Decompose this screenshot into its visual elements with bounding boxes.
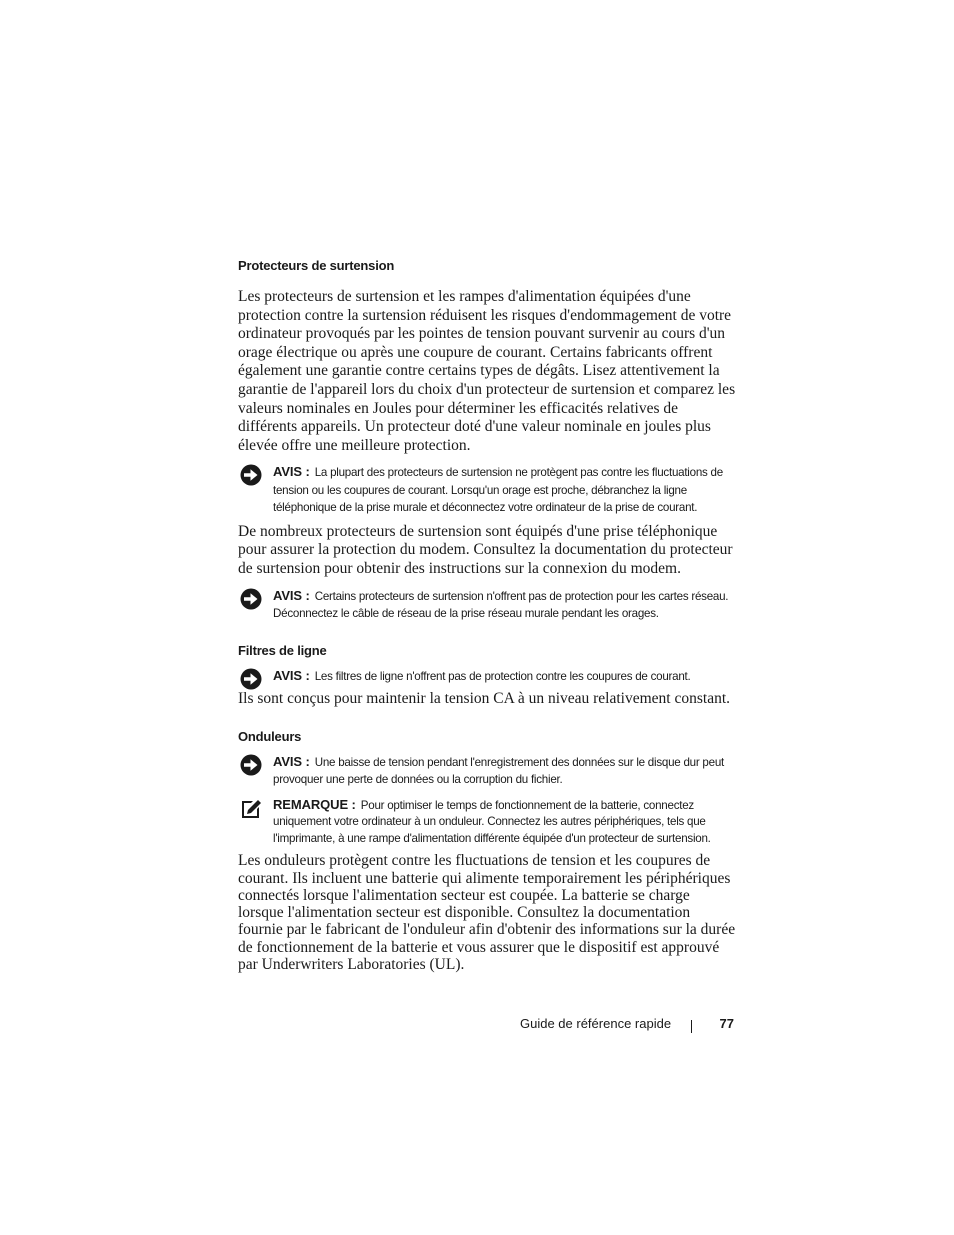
note-box xyxy=(238,797,738,848)
notice-text: Une baisse de tension pendant l'enregistrement des données sur le disque dur peut provoquer une perte de données ou la corruption du fichier. xyxy=(273,755,724,787)
note-label: REMARQUE : xyxy=(273,796,356,812)
notice-arrow-icon xyxy=(240,668,262,690)
note-text: Pour optimiser le temps de fonctionnement de la batterie, connectez uniquement votre ordinateur à un onduleur. Connectez les autres périphériques, tels que l'imprimante, à une rampe d'alimentation différente équipée d'un protecteur de surtension. xyxy=(273,798,711,845)
notice-box xyxy=(238,587,738,623)
notice-arrow-icon xyxy=(240,588,262,610)
section-heading-ups: Onduleurs xyxy=(238,728,302,744)
notice-label: AVIS : xyxy=(273,667,310,683)
notice-label: AVIS : xyxy=(273,464,310,480)
page-number: 77 xyxy=(719,1016,734,1031)
body-paragraph: Ils sont conçus pour maintenir la tension CA à un niveau relativement constant. xyxy=(238,690,731,708)
page-content xyxy=(238,258,738,973)
notice-arrow-icon xyxy=(240,754,262,776)
notice-box xyxy=(238,463,738,517)
notice-arrow-icon xyxy=(240,464,262,486)
section-heading-line-filters: Filtres de ligne xyxy=(238,642,327,658)
section-heading-surge-protectors: Protecteurs de surtension xyxy=(238,258,395,273)
note-pencil-icon xyxy=(240,798,262,820)
body-paragraph: Les onduleurs protègent contre les fluctuations de tension et les coupures de courant. Ils incluent une batterie qui alimente temporairement les périphériques connectés lorsque l'alimentation secteur est coupée. La batterie se charge lorsque l'alimentation secteur est disponible. Consultez la documentation fournie par le fabricant de l'onduleur afin d'obtenir des informations sur la durée de fonctionnement de la batterie et vous assurer que le dispositif est approuvé par Underwriters Laboratories (UL). xyxy=(238,852,736,973)
footer-title: Guide de référence rapide xyxy=(520,1016,672,1031)
notice-text: Certains protecteurs de surtension n'offrent pas de protection pour les cartes réseau. Déconnectez le câble de réseau de la prise réseau murale pendant les orages. xyxy=(273,589,729,621)
body-paragraph: Les protecteurs de surtension et les rampes d'alimentation équipées d'une protection contre la surtension réduisent les risques d'endommagement de votre ordinateur provoqués par les pointes de tension pouvant survenir au cours d'un orage électrique ou après une coupure de courant. Certains fabricants offrent également une garantie contre certains types de dégâts. Lisez attentivement la garantie de l'appareil lors du choix d'un protecteur de surtension et comparez les valeurs nominales en Joules pour déterminer les efficacités relatives de différents appareils. Un protecteur doté d'une valeur nominale en joules plus élevée offre une meilleure protection. xyxy=(238,288,736,454)
notice-label: AVIS : xyxy=(273,587,310,603)
body-paragraph: De nombreux protecteurs de surtension sont équipés d'une prise téléphonique pour assurer la protection du modem. Consultez la documentation du protecteur de surtension pour obtenir des instructions sur la connexion du modem. xyxy=(238,522,733,578)
notice-label: AVIS : xyxy=(273,753,310,769)
notice-box xyxy=(238,753,738,789)
notice-text: Les filtres de ligne n'offrent pas de protection contre les coupures de courant. xyxy=(314,669,691,683)
footer-divider xyxy=(691,1020,692,1033)
notice-text: La plupart des protecteurs de surtension ne protègent pas contre les fluctuations de tension ou les coupures de courant. Lorsqu'un orage est proche, débranchez la ligne téléphonique de la prise murale et déconnectez votre ordinateur de la prise de courant. xyxy=(273,466,723,515)
notice-box xyxy=(238,667,738,686)
